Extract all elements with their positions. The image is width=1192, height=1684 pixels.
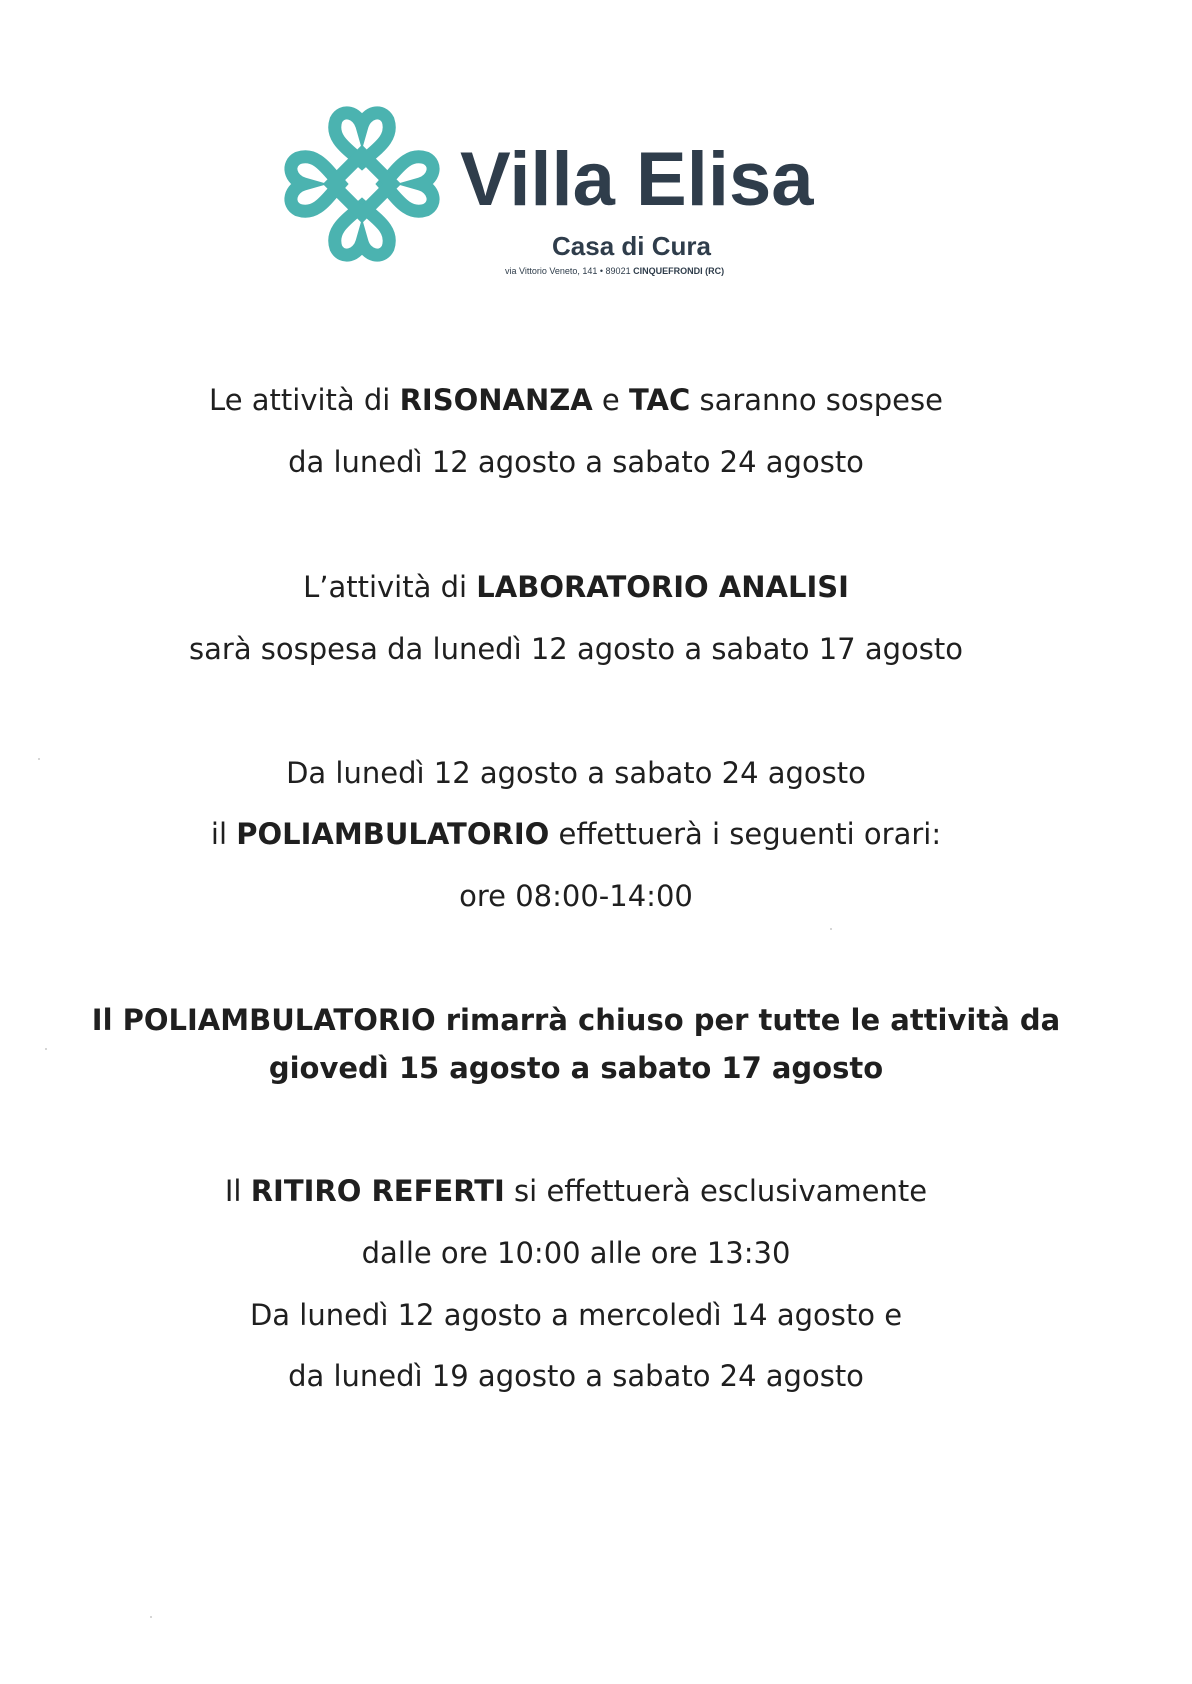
text: L’attività di (303, 570, 477, 604)
brand-subtitle: Casa di Cura (552, 231, 711, 261)
notice-block4-line2: giovedì 15 agosto a sabato 17 agosto (268, 1051, 884, 1085)
laboratorio-analisi-label: LABORATORIO ANALISI (476, 570, 849, 604)
scan-speck (45, 1048, 47, 1050)
notice-block3-line2 (0, 816, 1152, 852)
notice-block3-line1: Da lunedì 12 agosto a sabato 24 agosto (286, 756, 866, 790)
text: effettuerà i seguenti orari: (549, 817, 942, 851)
notice-block5-line3: Da lunedì 12 agosto a mercoledì 14 agosto e (249, 1298, 903, 1332)
poliambulatorio-label: POLIAMBULATORIO (236, 817, 550, 851)
text: saranno sospese (690, 383, 943, 417)
notice-block5-line4: da lunedì 19 agosto a sabato 24 agosto (288, 1359, 864, 1393)
text: si effettuerà esclusivamente (504, 1174, 928, 1208)
notice-block5-line2: dalle ore 10:00 alle ore 13:30 (361, 1236, 791, 1270)
text: e (592, 383, 629, 417)
notice-block2-line2: sarà sospesa da lunedì 12 agosto a sabato 17 agosto (189, 632, 963, 666)
notice-block5-line1 (0, 1173, 1152, 1209)
notice-block2-line1 (0, 569, 1152, 605)
notice-block1-line1 (0, 382, 1152, 418)
scan-speck (150, 1616, 152, 1618)
scan-speck (38, 758, 40, 760)
notice-block3-line3: ore 08:00-14:00 (459, 879, 693, 913)
risonanza-label: RISONANZA (399, 383, 593, 417)
notice-block1-line2: da lunedì 12 agosto a sabato 24 agosto (288, 445, 864, 479)
tac-label: TAC (629, 383, 691, 417)
brand-name: Villa Elisa (460, 137, 814, 222)
address-city: CINQUEFRONDI (RC) (633, 266, 725, 276)
address-street: via Vittorio Veneto, 141 • 89021 (505, 266, 634, 276)
villa-elisa-logo (282, 104, 442, 264)
celtic-knot-icon (282, 104, 442, 264)
scan-speck (830, 928, 832, 930)
brand-address (505, 266, 724, 276)
notice-block4-line1: Il POLIAMBULATORIO rimarrà chiuso per tutte le attività da (91, 1003, 1061, 1037)
ritiro-referti-label: RITIRO REFERTI (250, 1174, 505, 1208)
text: Le attività di (209, 383, 400, 417)
text: il (210, 817, 237, 851)
text: Il (224, 1174, 251, 1208)
